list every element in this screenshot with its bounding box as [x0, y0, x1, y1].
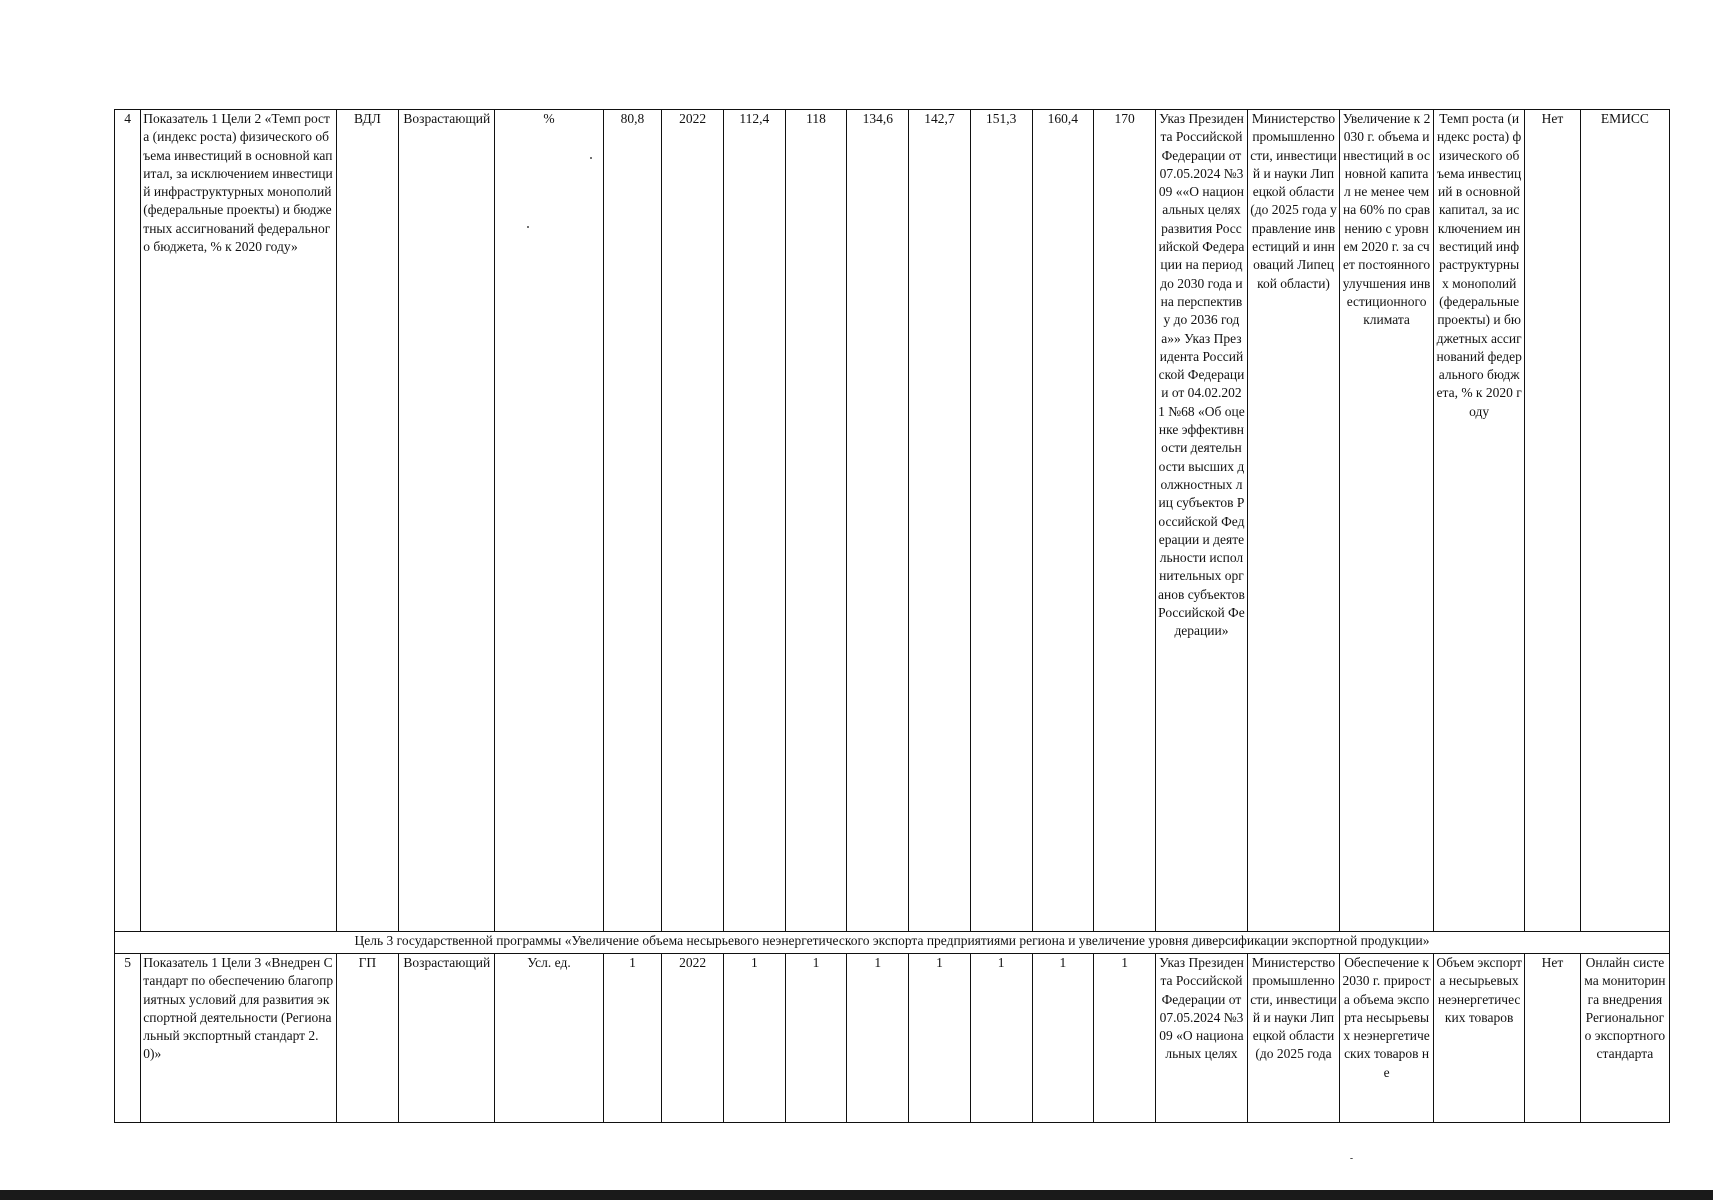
value-year-7: 1	[1094, 954, 1156, 1123]
indicator-name: Показатель 1 Цели 2 «Темп роста (индекс роста) физического объема инвестиций в основной капитал, за исключением инвестиций инфраструктурных монополий (федеральные проекты) и бюджетных ассигнований федерального бюджета, % к 2020 году»	[141, 110, 336, 932]
value-year-5: 1	[970, 954, 1032, 1123]
value-year-3: 1	[847, 954, 909, 1123]
row-number: 5	[115, 954, 141, 1123]
value-year-5: 151,3	[970, 110, 1032, 932]
indicators-table	[114, 109, 1670, 1123]
indicator-trend: Возрастающий	[399, 954, 495, 1123]
value-year-4: 1	[909, 954, 971, 1123]
responsible-body: Министерство промышленности, инвестиций и науки Липецкой области (до 2025 года	[1247, 954, 1339, 1123]
value-year-1: 112,4	[724, 110, 786, 932]
value-year-6: 1	[1032, 954, 1094, 1123]
value-year-6: 160,4	[1032, 110, 1094, 932]
responsible-body: Министерство промышленности, инвестиций и науки Липецкой области (до 2025 года управление инвестиций и инноваций Липецкой области)	[1247, 110, 1339, 932]
basis-document: Указ Президента Российской Федерации от 07.05.2024 №309 «О национальных целях	[1155, 954, 1247, 1123]
scan-edge-bar	[0, 1190, 1713, 1200]
gis-flag: Нет	[1525, 954, 1581, 1123]
national-indicator: Объем экспорта несырьевых неэнергетических товаров	[1434, 954, 1525, 1123]
national-indicator: Темп роста (индекс роста) физического объема инвестиций в основной капитал, за исключением инвестиций инфраструктурных монополий (федеральные проекты) и бюджетных ассигнований федерального бюджета, % к 2020 году	[1434, 110, 1525, 932]
value-year-2: 118	[785, 110, 847, 932]
basis-document: Указ Президента Российской Федерации от 07.05.2024 №309 ««О национальных целях развития Российской Федерации на период до 2030 года и на перспективу до 2036 года»» Указ Президента Российской Федерации от 04.02.2021 №68 «Об оценке эффективности деятельности высших должностных лиц субъектов Российской Федерации и деятельности исполнительных органов субъектов Российской Федерации»	[1155, 110, 1247, 932]
row-number: 4	[115, 110, 141, 932]
base-year: 2022	[662, 110, 724, 932]
table-row	[115, 954, 1670, 1123]
value-year-1: 1	[724, 954, 786, 1123]
information-system: Онлайн система мониторинга внедрения Регионального экспортного стандарта	[1580, 954, 1669, 1123]
scan-speck	[1350, 1158, 1353, 1159]
scan-speck	[590, 157, 592, 159]
indicator-name: Показатель 1 Цели 3 «Внедрен Стандарт по обеспечению благоприятных условий для развития экспортной деятельности (Региональный экспортный стандарт 2.0)»	[141, 954, 336, 1123]
value-year-2: 1	[785, 954, 847, 1123]
base-value: 1	[603, 954, 662, 1123]
value-year-4: 142,7	[909, 110, 971, 932]
national-goal-link: Увеличение к 2030 г. объема инвестиций в основной капитал не менее чем на 60% по сравнению с уровнем 2020 г. за счет постоянного улучшения инвестиционного климата	[1340, 110, 1434, 932]
value-year-7: 170	[1094, 110, 1156, 932]
indicator-level: ВДЛ	[336, 110, 399, 932]
value-year-3: 134,6	[847, 110, 909, 932]
base-value: 80,8	[603, 110, 662, 932]
national-goal-link: Обеспечение к 2030 г. прироста объема экспорта несырьевых неэнергетических товаров не	[1340, 954, 1434, 1123]
information-system: ЕМИСС	[1580, 110, 1669, 932]
indicator-trend: Возрастающий	[399, 110, 495, 932]
gis-flag: Нет	[1525, 110, 1581, 932]
base-year: 2022	[662, 954, 724, 1123]
goal-3-heading: Цель 3 государственной программы «Увеличение объема несырьевого неэнергетического экспорта предприятиями региона и увеличение уровня диверсификации экспортной продукции»	[115, 932, 1670, 954]
unit-of-measure: %	[495, 110, 603, 932]
goal-row	[115, 932, 1670, 954]
indicator-level: ГП	[336, 954, 399, 1123]
unit-of-measure: Усл. ед.	[495, 954, 603, 1123]
scan-speck	[527, 226, 529, 228]
table-row	[115, 110, 1670, 932]
